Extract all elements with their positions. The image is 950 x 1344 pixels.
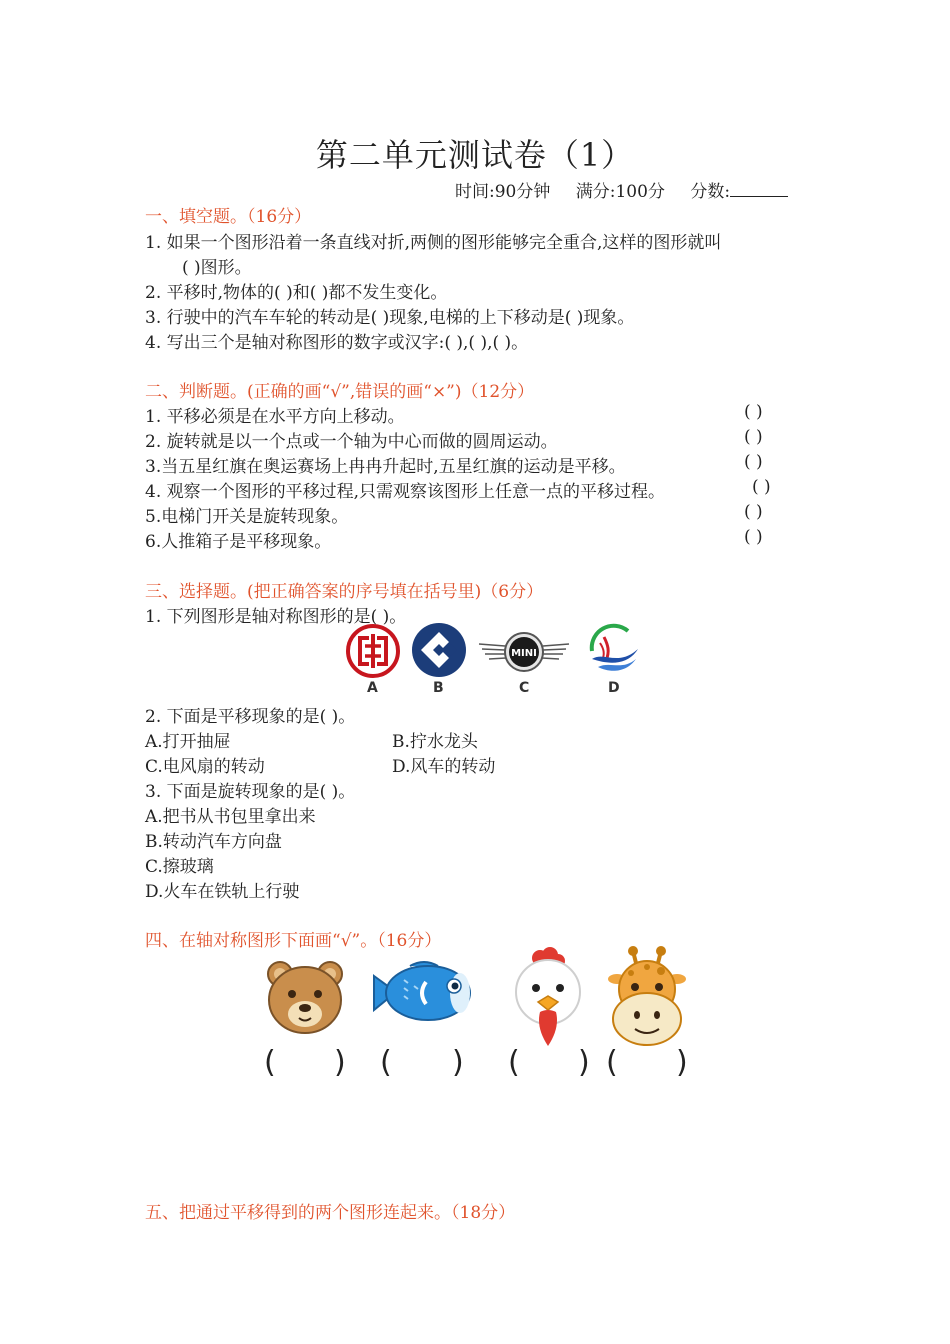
answer-bear-close: ) (334, 1045, 346, 1080)
fill-question-4: 4. 写出三个是轴对称图形的数字或汉字:( ),( ),( )。 (145, 333, 529, 353)
fill-question-2: 2. 平移时,物体的( )和( )都不发生变化。 (145, 283, 448, 303)
fill-question-1: 1. 如果一个图形沿着一条直线对折,两侧的图形能够完全重合,这样的图形就叫 (145, 233, 722, 253)
answer-giraffe-open[interactable]: ( (606, 1045, 618, 1080)
answer-giraffe-close: ) (676, 1045, 688, 1080)
choice-2-option-c: C.电风扇的转动 (145, 757, 265, 777)
choice-question-1: 1. 下列图形是轴对称图形的是( )。 (145, 607, 407, 627)
option-c-label: C (519, 680, 530, 696)
judge-answer-3[interactable]: ( ) (744, 452, 763, 472)
judge-question-1: 1. 平移必须是在水平方向上移动。 (145, 407, 405, 427)
fill-question-1-cont: ( )图形。 (182, 258, 252, 278)
answer-chicken-close: ) (578, 1045, 590, 1080)
section-2-heading: 二、判断题。(正确的画“√”,错误的画“×”)（12分） (145, 382, 535, 402)
section-1-heading: 一、填空题。（16分） (145, 207, 312, 227)
answer-fish-open[interactable]: ( (380, 1045, 392, 1080)
judge-answer-2[interactable]: ( ) (744, 427, 763, 447)
choice-3-option-a: A.把书从书包里拿出来 (145, 807, 316, 827)
judge-question-2: 2. 旋转就是以一个点或一个轴为中心而做的圆周运动。 (145, 432, 558, 452)
answer-fish-close: ) (452, 1045, 464, 1080)
fill-question-3: 3. 行驶中的汽车车轮的转动是( )现象,电梯的上下移动是( )现象。 (145, 308, 635, 328)
section-4-heading: 四、在轴对称图形下面画“√”。（16分） (145, 931, 442, 951)
fish-icon (370, 958, 474, 1028)
bank-ccb-logo-icon (411, 622, 467, 678)
option-a-label: A (367, 680, 378, 696)
choice-question-3: 3. 下面是旋转现象的是( )。 (145, 782, 356, 802)
judge-answer-1[interactable]: ( ) (744, 402, 763, 422)
bear-face-icon (264, 958, 346, 1036)
time-label: 时间:90分钟 (455, 182, 551, 202)
score-label: 分数: (690, 182, 731, 202)
score-blank[interactable] (730, 182, 788, 197)
judge-question-3: 3.当五星红旗在奥运赛场上冉冉升起时,五星红旗的运动是平移。 (145, 457, 626, 477)
choice-3-option-d: D.火车在铁轨上行驶 (145, 882, 300, 902)
mini-logo-text: MINI (511, 648, 537, 659)
judge-answer-5[interactable]: ( ) (744, 502, 763, 522)
option-d-label: D (608, 680, 620, 696)
section-3-heading: 三、选择题。(把正确答案的序号填在括号里)（6分） (145, 582, 544, 602)
choice-2-option-a: A.打开抽屉 (145, 732, 231, 752)
exam-meta (455, 177, 808, 202)
judge-answer-6[interactable]: ( ) (744, 527, 763, 547)
judge-answer-4[interactable]: ( ) (752, 477, 771, 497)
judge-question-6: 6.人推箱子是平移现象。 (145, 532, 332, 552)
swirl-emblem-logo-icon (584, 621, 642, 677)
choice-3-option-c: C.擦玻璃 (145, 857, 214, 877)
mini-car-logo-icon (477, 632, 571, 672)
judge-question-4: 4. 观察一个图形的平移过程,只需观察该图形上任意一点的平移过程。 (145, 482, 666, 502)
choice-3-option-b: B.转动汽车方向盘 (145, 832, 282, 852)
answer-chicken-open[interactable]: ( (508, 1045, 520, 1080)
answer-bear-open[interactable]: ( (264, 1045, 276, 1080)
judge-question-5: 5.电梯门开关是旋转现象。 (145, 507, 349, 527)
option-b-label: B (433, 680, 444, 696)
bank-icbc-logo-icon (346, 624, 400, 678)
choice-question-2: 2. 下面是平移现象的是( )。 (145, 707, 356, 727)
choice-2-option-d: D.风车的转动 (392, 757, 496, 777)
full-score-label: 满分:100分 (575, 182, 665, 202)
choice-2-option-b: B.拧水龙头 (392, 732, 478, 752)
page-title: 第二单元测试卷（1） (315, 136, 635, 174)
giraffe-face-icon (607, 945, 687, 1049)
section-5-heading: 五、把通过平移得到的两个图形连起来。（18分） (145, 1203, 516, 1223)
chicken-face-icon (512, 946, 584, 1050)
